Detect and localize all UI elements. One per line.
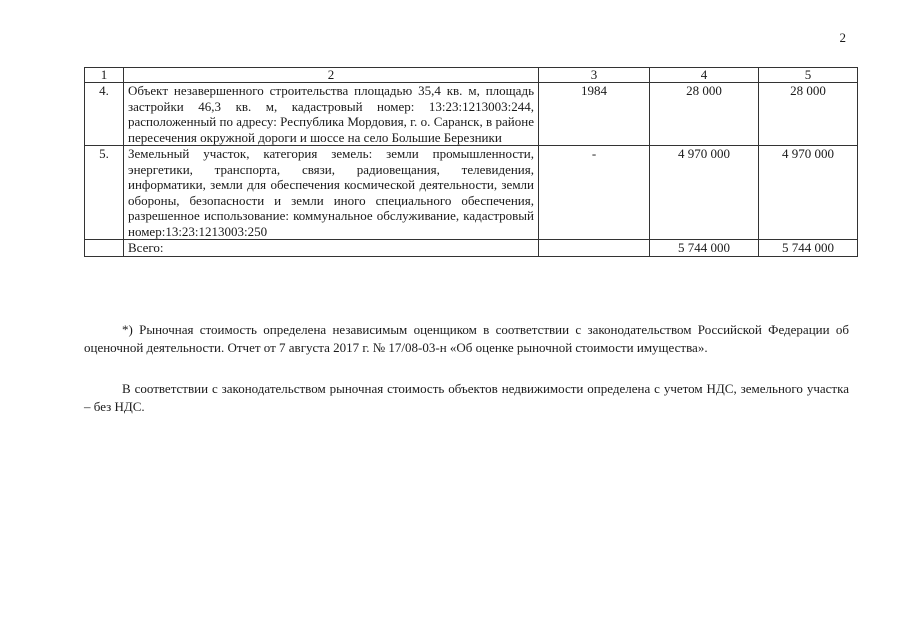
total-row (85, 240, 858, 257)
row-value-a: 28 000 (650, 83, 759, 146)
vat-note: В соответствии с законодательством рыночная стоимость объектов недвижимости определена с учетом НДС, земельного участка – без НДС. (84, 381, 849, 414)
header-col-2: 2 (124, 68, 539, 83)
header-col-1: 1 (85, 68, 124, 83)
page-number: 2 (839, 30, 846, 45)
row-number: 5. (85, 146, 124, 240)
table-row (85, 83, 858, 146)
total-value-a: 5 744 000 (650, 240, 759, 257)
total-value-b: 5 744 000 (759, 240, 858, 257)
table-header-row (85, 68, 858, 83)
property-table (84, 67, 858, 257)
header-col-5: 5 (759, 68, 858, 83)
header-col-4: 4 (650, 68, 759, 83)
header-col-3: 3 (539, 68, 650, 83)
total-empty-cell (85, 240, 124, 257)
total-empty-cell (539, 240, 650, 257)
row-description: Земельный участок, категория земель: земли промышленности, энергетики, транспорта, связи, радиовещания, телевидения, информатики, земли для обеспечения космической деятельности, земли обороны, безопасности и земли иного специального обеспечения, разрешенное использование: коммунальное обслуживание, кадастровый номер:13:23:1213003:250 (124, 146, 539, 240)
valuation-footnote: *) Рыночная стоимость определена независимым оценщиком в соответствии с законодательством Российской Федерации об оценочной деятельности. Отчет от 7 августа 2017 г. № 17/08-03-н «Об оценке рыночной стоимости имущества». (84, 322, 849, 355)
row-value-b: 4 970 000 (759, 146, 858, 240)
row-year: 1984 (539, 83, 650, 146)
total-label: Всего: (124, 240, 539, 257)
row-year: - (539, 146, 650, 240)
row-number: 4. (85, 83, 124, 146)
row-value-b: 28 000 (759, 83, 858, 146)
table-row (85, 146, 858, 240)
row-description: Объект незавершенного строительства площадью 35,4 кв. м, площадь застройки 46,3 кв. м, кадастровый номер: 13:23:1213003:244, расположенный по адресу: Республика Мордовия, г. о. Саранск, в районе пересечения окружной дороги и шоссе на село Большие Березники (124, 83, 539, 146)
row-value-a: 4 970 000 (650, 146, 759, 240)
